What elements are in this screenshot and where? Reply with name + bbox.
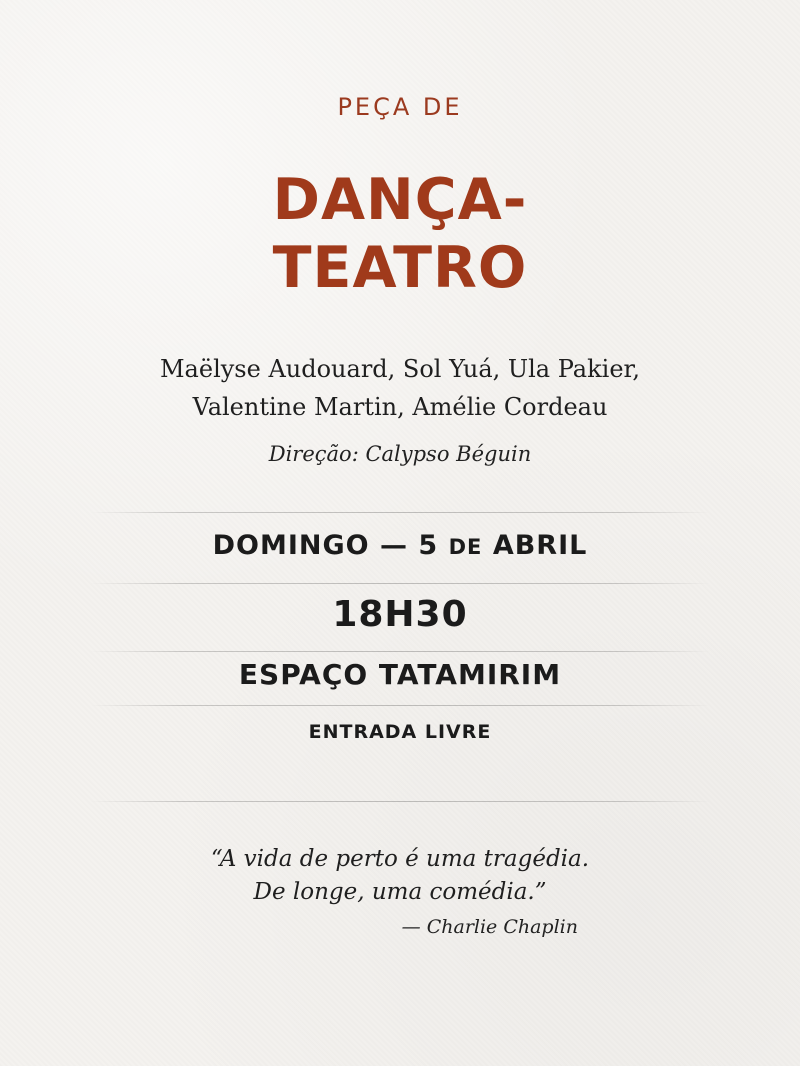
event-venue: ESPAÇO TATAMIRIM — [238, 658, 562, 691]
divider-1 — [90, 512, 710, 513]
divider-2 — [90, 583, 710, 584]
event-date-connector: DE — [448, 535, 483, 559]
cast-line-2: Valentine Martin, Amélie Cordeau — [192, 393, 608, 421]
quote-author: — Charlie Chaplin — [401, 916, 578, 938]
event-date-day: DOMINGO — 5 — [212, 530, 439, 561]
divider-4 — [90, 705, 710, 706]
poster-kicker: PEÇA DE — [337, 93, 463, 121]
event-date — [0, 530, 800, 561]
director-credit: Direção: Calypso Béguin — [268, 442, 532, 466]
quote-line-2: De longe, uma comédia.” — [253, 879, 547, 905]
cast-line-1: Maëlyse Audouard, Sol Yuá, Ula Pakier, — [159, 355, 640, 383]
poster-title — [0, 166, 800, 302]
divider-3 — [90, 651, 710, 652]
quote — [0, 843, 800, 909]
event-entry: ENTRADA LIVRE — [308, 721, 492, 743]
divider-5 — [90, 801, 710, 802]
poster-title-line-2: TEATRO — [272, 235, 528, 301]
poster-title-line-1: DANÇA- — [272, 167, 528, 233]
event-date-month: ABRIL — [492, 530, 588, 561]
event-time: 18H30 — [332, 594, 468, 635]
quote-line-1: “A vida de perto é uma tragédia. — [210, 846, 590, 872]
cast-list — [0, 350, 800, 426]
